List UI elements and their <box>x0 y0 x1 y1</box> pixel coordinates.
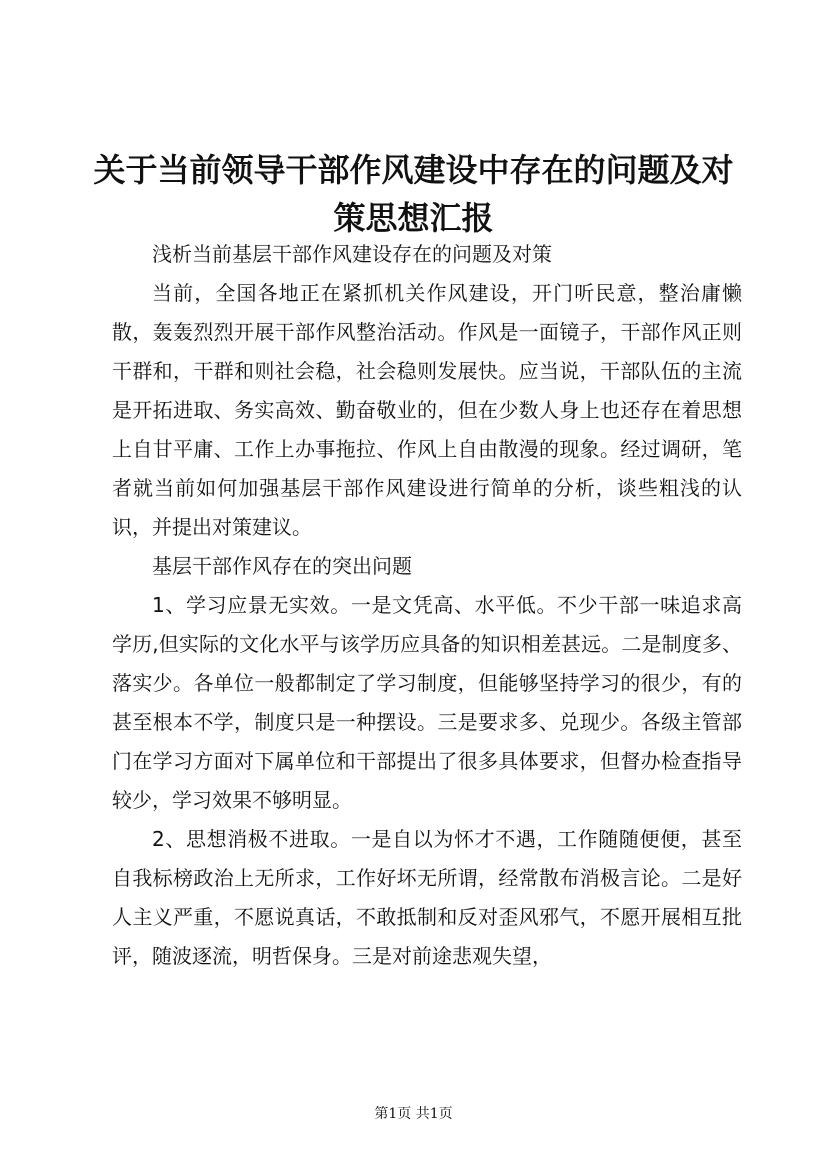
intro-paragraph: 当前，全国各地正在紧抓机关作风建设，开门听民意，整治庸懒散，轰轰烈烈开展干部作风整治活动。作风是一面镜子，干部作风正则干群和，干群和则社会稳，社会稳则发展快。应当说，干部队伍的主流是开拓进取、务实高效、勤奋敬业的，但在少数人身上也还存在着思想上自甘平庸、工作上办事拖拉、作风上自由散漫的现象。经过调研，笔者就当前如何加强基层干部作风建设进行简单的分析，谈些粗浅的认识，并提出对策建议。 <box>112 281 742 539</box>
section-heading: 基层干部作风存在的突出问题 <box>152 554 412 578</box>
section-paragraph-1: 1、学习应景无实效。一是文凭高、水平低。不少干部一味追求高学历,但实际的文化水平与该学历应具备的知识相差甚远。二是制度多、落实少。各单位一般都制定了学习制度，但能够坚持学习的很少，有的甚至根本不学，制度只是一种摆设。三是要求多、兑现少。各级主管部门在学习方面对下属单位和干部提出了很多具体要求，但督办检查指导较少，学习效果不够明显。 <box>112 593 742 812</box>
section-paragraph-2: 2、思想消极不进取。一是自以为怀才不遇，工作随随便便，甚至自我标榜政治上无所求，工作好坏无所谓，经常散布消极言论。二是好人主义严重，不愿说真话，不敢抵制和反对歪风邪气，不愿开展相互批评，随波逐流，明哲保身。三是对前途悲观失望， <box>112 827 742 968</box>
page-footer: 第1页 共1页 <box>374 1106 453 1122</box>
document-body <box>112 235 742 976</box>
document-subtitle: 浅析当前基层干部作风建设存在的问题及对策 <box>152 242 552 266</box>
document-title: 关于当前领导干部作风建设中存在的问题及对策思想汇报 <box>93 151 734 237</box>
